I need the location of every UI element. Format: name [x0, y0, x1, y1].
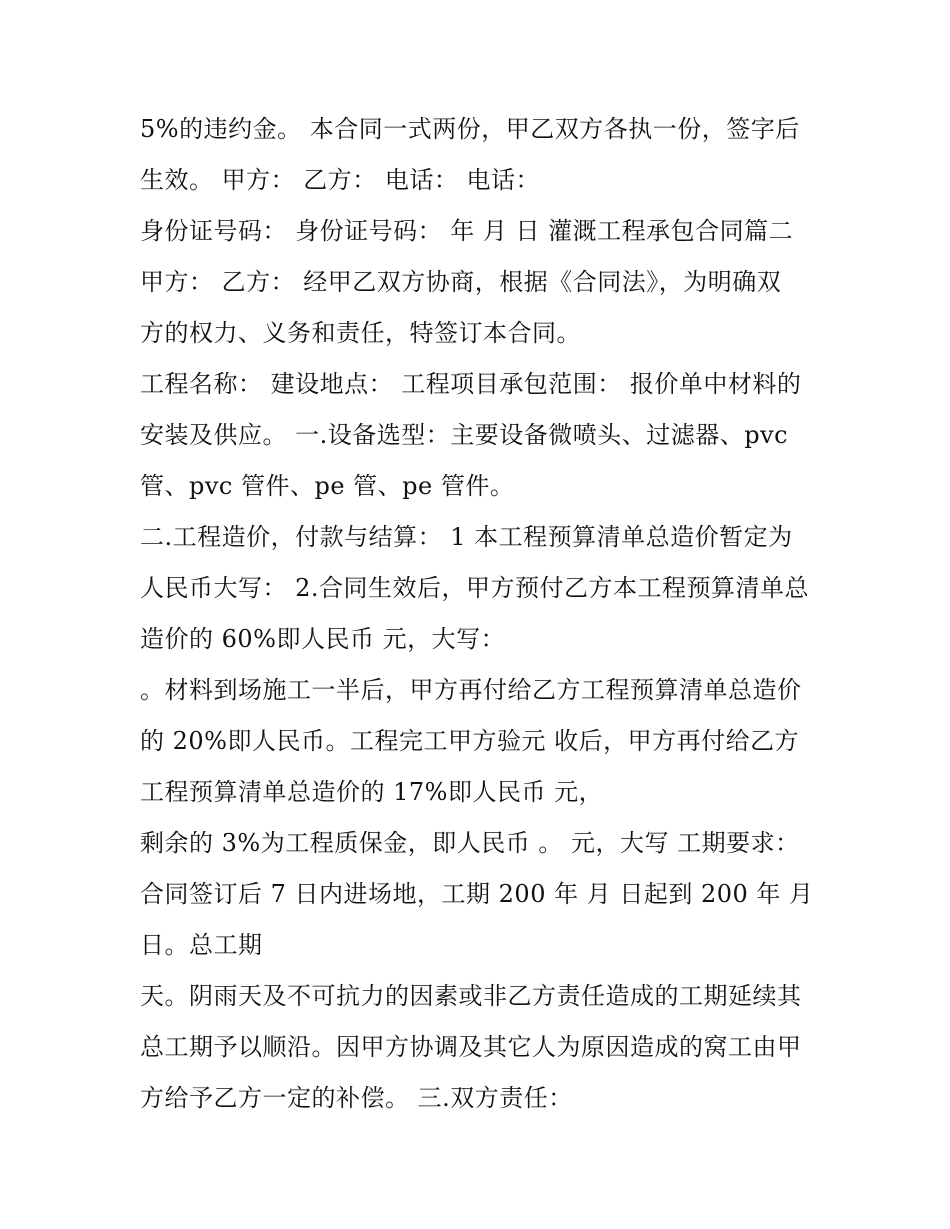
text-line: 安装及供应。 一.设备选型：主要设备微喷头、过滤器、pvc — [140, 421, 789, 449]
text-line: 的 20%即人民币。工程完工甲方验元 收后，甲方再付给乙方 — [140, 727, 800, 755]
text-line: 二.工程造价，付款与结算： 1 本工程预算清单总造价暂定为 — [140, 523, 793, 551]
text-line: 生效。 甲方： 乙方： 电话： 电话： — [140, 166, 541, 194]
text-line: 方的权力、义务和责任，特签订本合同。 — [140, 319, 581, 347]
text-line: 。材料到场施工一半后，甲方再付给乙方工程预算清单总造价 — [140, 676, 802, 704]
text-line: 造价的 60%即人民币 元，大写： — [140, 625, 506, 653]
contract-text — [140, 104, 830, 1124]
text-line: 身份证号码： 身份证号码： 年 月 日 灌溉工程承包合同篇二 — [140, 217, 794, 245]
text-line: 剩余的 3%为工程质保金，即人民币 。 元，大写 工期要求： — [140, 829, 800, 857]
text-line: 人民币大写： 2.合同生效后，甲方预付乙方本工程预算清单总 — [140, 574, 810, 602]
text-line: 方给予乙方一定的补偿。 三.双方责任： — [140, 1084, 573, 1112]
text-line: 总工期予以顺沿。因甲方协调及其它人为原因造成的窝工由甲 — [140, 1033, 802, 1061]
text-line: 5%的违约金。 本合同一式两份，甲乙双方各执一份，签字后 — [140, 115, 800, 143]
text-line: 甲方： 乙方： 经甲乙双方协商，根据《合同法》，为明确双 — [140, 268, 782, 296]
text-line: 工程名称： 建设地点： 工程项目承包范围： 报价单中材料的 — [140, 370, 802, 398]
text-line: 管、pvc 管件、pe 管、pe 管件。 — [140, 472, 515, 500]
text-line: 合同签订后 7 日内进场地，工期 200 年 月 日起到 200 年 月 — [140, 880, 814, 908]
text-line: 工程预算清单总造价的 17%即人民币 元， — [140, 778, 604, 806]
text-line: 日。总工期 — [140, 931, 263, 959]
text-line: 天。阴雨天及不可抗力的因素或非乙方责任造成的工期延续其 — [140, 982, 802, 1010]
